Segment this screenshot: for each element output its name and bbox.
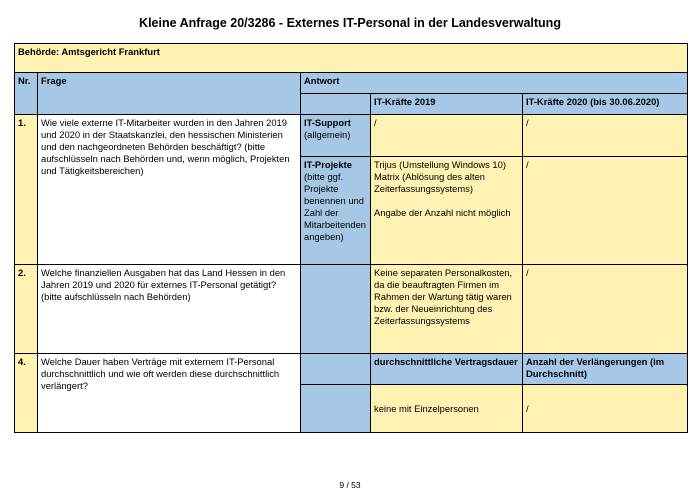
answer-table bbox=[14, 43, 688, 433]
question-2-label-empty bbox=[301, 265, 371, 354]
question-2-answer-2020: / bbox=[523, 265, 688, 354]
project-count-note: Angabe der Anzahl nicht möglich bbox=[374, 207, 511, 218]
question-4-row-header bbox=[15, 354, 688, 385]
document-title: Kleine Anfrage 20/3286 - Externes IT-Personal in der Landesverwaltung bbox=[139, 16, 561, 30]
contract-duration-value: keine mit Einzelpersonen bbox=[371, 385, 523, 433]
it-projects-title: IT-Projekte bbox=[304, 159, 352, 170]
project-trijus: Trijus (Umstellung Windows 10) bbox=[374, 159, 506, 170]
project-matrix: Matrix (Ablösung des alten Zeiterfassungssystems) bbox=[374, 171, 485, 194]
header-it-2019: IT-Kräfte 2019 bbox=[371, 94, 523, 115]
it-support-label bbox=[301, 115, 371, 157]
question-2-row bbox=[15, 265, 688, 354]
header-extension-count: Anzahl der Verlängerungen (im Durchschnitt) bbox=[523, 354, 688, 385]
it-support-subtitle: (allgemein) bbox=[304, 129, 351, 140]
question-4-text: Welche Dauer haben Verträge mit externem IT-Personal durchschnittlich und wie oft werden diese durchschnittlich verlängert? bbox=[38, 354, 301, 433]
question-2-answer-2019: Keine separaten Personalkosten, da die beauftragten Firmen im Rahmen der Wartung tätig waren bzw. der Neueinrichtung des Zeiterfassungssystems bbox=[371, 265, 523, 354]
header-contract-duration: durchschnittliche Vertragsdauer bbox=[371, 354, 523, 385]
authority-cell: Behörde: Amtsgericht Frankfurt bbox=[15, 44, 688, 73]
header-it-2020: IT-Kräfte 2020 (bis 30.06.2020) bbox=[523, 94, 688, 115]
it-projects-2020: / bbox=[523, 157, 688, 265]
question-1-number: 1. bbox=[15, 115, 38, 265]
question-1-row-support bbox=[15, 115, 688, 157]
it-support-title: IT-Support bbox=[304, 117, 351, 128]
question-4-label-empty bbox=[301, 354, 371, 385]
question-2-number: 2. bbox=[15, 265, 38, 354]
page-number: 9 / 53 bbox=[339, 480, 361, 490]
it-projects-2019 bbox=[371, 157, 523, 265]
question-4-value-label-empty bbox=[301, 385, 371, 433]
subheader-empty bbox=[301, 94, 371, 115]
it-projects-label bbox=[301, 157, 371, 265]
it-projects-subtitle: (bitte ggf. Projekte benennen und Zahl der Mitarbeitenden angeben) bbox=[304, 171, 367, 242]
it-support-2019: / bbox=[371, 115, 523, 157]
question-4-number: 4. bbox=[15, 354, 38, 433]
question-2-text: Welche finanziellen Ausgaben hat das Land Hessen in den Jahren 2019 und 2020 für externes IT-Personal getätigt? (bitte aufschlüsseln nach Behörden) bbox=[38, 265, 301, 354]
question-1-text: Wie viele externe IT-Mitarbeiter wurden in den Jahren 2019 und 2020 in der Staatskanzlei, den hessischen Ministerien und den nachgeordneten Behörden beschäftigt? (bitte aufschlüsseln nach Behörden und, wenn möglich, Projekten und Tätigkeitsbereichen) bbox=[38, 115, 301, 265]
it-support-2020: / bbox=[523, 115, 688, 157]
header-antwort: Antwort bbox=[301, 73, 688, 94]
header-frage: Frage bbox=[38, 73, 301, 115]
extension-count-value: / bbox=[523, 385, 688, 433]
header-nr: Nr. bbox=[15, 73, 38, 115]
authority-row bbox=[15, 44, 688, 73]
header-row bbox=[15, 73, 688, 94]
